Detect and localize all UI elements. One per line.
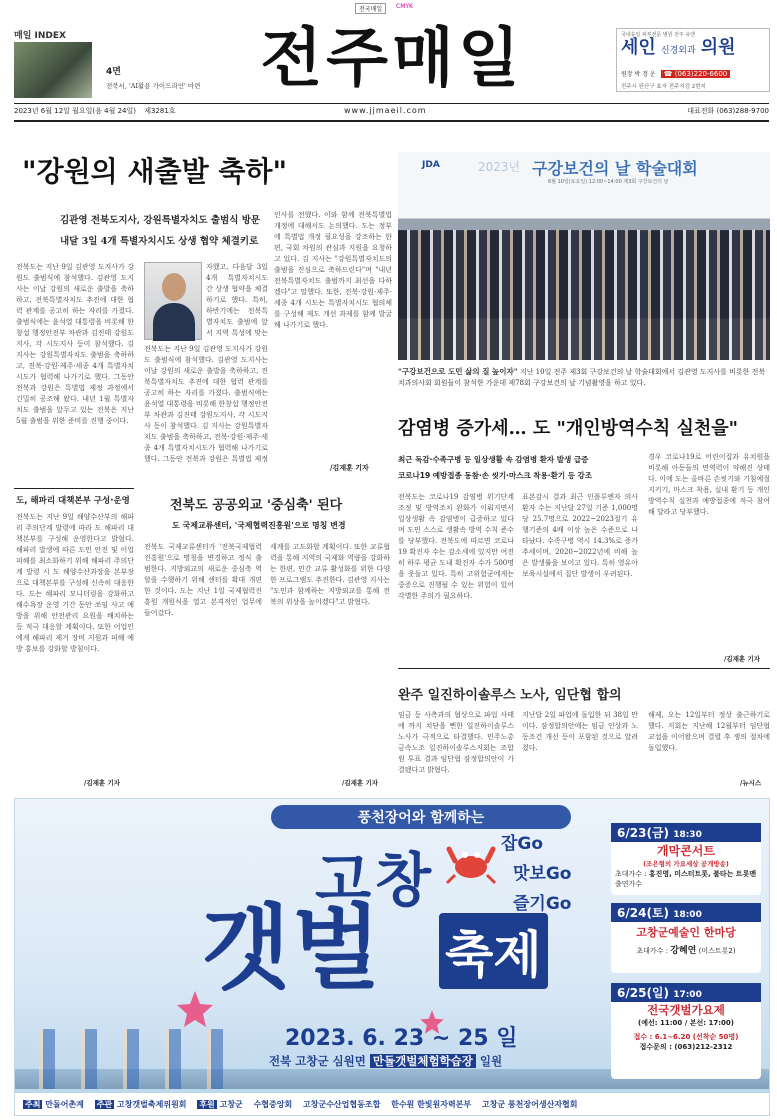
lead-col-1: 전북도는 지난 9일 김관영 도지사가 강원도 출범식에 참석했다. 김관영 도지사는 이날 강원의 새로운 출발을 축하하고, 전북특별자치도 추진에 대한 협력 관계를 공고히 하는 자리를 가졌다. 출범식에는 윤석열 대통령을 비롯해 한창섭 행정안전부 차관과 김진태 강원도지사, 각 시도지사 등이 참석했다. 김 지사는 강원특별자치도 출범을 축하하고, 전북·강원·제주·세종 4개 특별자치시도가 협력해 나가기로 했다. 그동안 전북과 강원은 특별법 제정 과정에서 긴밀히 공조해 왔다. 내년 1월 특별자치도 출범을 앞두고 있는 전북은 지난 5월 출범을 위한 준비를 진행 중이다. [16, 263, 134, 425]
top-strip [0, 0, 777, 16]
ad-title-3: 축제 [439, 913, 548, 989]
event-2-title: 고창군예술인 한마당 [636, 926, 736, 939]
health-byline: /김재훈 기자 [724, 655, 761, 663]
photo-crowd [398, 230, 770, 360]
ad-place [269, 1053, 502, 1069]
photo-caption-text: 지난 10일 전주 제3회 구강보건의 날 학술대회에서 김관영 도지사를 비롯한 전북치과의사회 회원들이 참석한 가운데 제78회 구강보건의 날 기념촬영을 하고 있다. [398, 368, 766, 387]
event-photo [398, 152, 770, 360]
event-3-contact: 접수문의 : (063)212-2312 [639, 1043, 733, 1051]
index-box [14, 28, 224, 100]
health-subhead-1: 최근 독감·수족구병 등 일상생활 속 감염병 환자 발생 급증 [398, 455, 589, 464]
event-1-dow: 금 [651, 826, 664, 840]
photo-logo: JDA [422, 160, 440, 170]
site-url[interactable]: www.jjmaeil.com [344, 106, 427, 115]
masthead-title: 전주매일 [260, 22, 524, 96]
top-ad-line1: 국내유일 피부전문 병원 전주 유앤 [621, 32, 695, 38]
ad-people-scene [25, 1029, 245, 1089]
ad-go-2: 맛보Go [513, 864, 572, 884]
sponsor-bar [15, 1093, 770, 1116]
labor-col-1: 임금 등 사측과의 협상으로 파업 사태에 까지 치닫을 뻔한 일진하이솔루스 노사가 극적으로 타결했다. 민주노총 금속노조 일진하이솔루스지회는 조합원 투표 결과 임단협 잠정합의안이 가결됐다고 밝혔다. [398, 711, 514, 774]
ad-title-1: 고창 [315, 846, 436, 914]
event-1-guest-label: 초대가수 : [615, 870, 647, 878]
phone: 대표전화 (063)288-9700 [687, 107, 769, 115]
photo-banner-year: 2023년 [478, 160, 521, 174]
sponsor-4: 후원 [199, 1100, 215, 1109]
jellyfish-byline: /김재훈 기자 [84, 779, 121, 787]
ad-go-1: 잡Go [501, 834, 544, 854]
diplomacy-col-2: 세계를 고도화할 계획이다. 또한 교류협력을 통해 지역의 국제화 역량을 강화하는 한편, 민간 교류 활성화를 위한 다양한 프로그램도 추진한다. 김관영 지사는 "도민과 함께하는 지방외교를 통해 전북의 위상을 높이겠다"고 밝혔다. [270, 543, 390, 606]
ad-date-text: 2023. 6. 23 ~ 25 일 [285, 1026, 518, 1051]
event-3-dow: 일 [651, 986, 664, 1000]
top-ad-director: 원장 박 정 운 [621, 71, 656, 78]
sponsor-9: 한빛원자력본부 [417, 1100, 472, 1109]
sponsor-7: 고창군수산업협동조합 [303, 1100, 381, 1109]
lead-subhead-1: 김관영 전북도지사, 강원특별자치도 출범식 방문 [60, 215, 261, 226]
event-3: 6/25(일) 17:00 전국갯벌가요제 (예선: 11:00 / 본선: 17:00) 접수 : 6.1~6.20 (선착순 50명) 접수문의 : (063)212-2312 [611, 983, 761, 1079]
event-1: 6/23(금) 18:30 개막콘서트 (조은형의 가요세상 공개방송) 초대가수 : 홍진영, 미스터트롯, 붐타는 트롯맨 출연가수 [611, 823, 761, 895]
top-ad-name2: 의원 [700, 37, 736, 58]
event-1-guest-tail: 출연가수 [615, 880, 643, 888]
health-col-3: 경우 코로나19로 어린이집과 유치원을 비롯해 아동들의 면역력이 약해진 상태다. 이에 도는 올바른 손씻기와 기침예절 지키기, 마스크 착용, 실내 환기 등 개인방역수칙 실천과 예방접종에 적극 참여해 달라고 당부했다. [648, 453, 770, 516]
top-ad-sub: 신경외과 [660, 46, 696, 56]
lead-col-2-bottom: 전북도는 지난 9일 김관영 도지사가 강원도 출범식에 참석했다. 김관영 도지사는 이날 강원의 새로운 출발을 축하하고, 전북특별자치도 추진에 대한 협력 관계를 공고히 하는 자리를 가졌다. 출범식에는 윤석열 대통령을 비롯해 한창섭 행정안전부 차관과 김진태 강원도지사, 각 시도지사 등이 참석했다. 김 지사는 강원특별자치도 출범을 축하하고, 전북·강원·제주·세종 4개 특별자치시도가 협력해 나가기로 했다. 그동안 전북과 강원은 특별법 제정 [144, 345, 268, 463]
photo-banner-title: 구강보건의 날 학술대회 [532, 159, 698, 178]
lead-byline: /김재훈 기자 [330, 463, 369, 472]
ad-place-tail: 일원 [479, 1054, 503, 1068]
sponsor-2: 주관 [96, 1100, 113, 1109]
lead-subhead-2: 내달 3일 4개 특별자치시도 상생 협약 체결키로 [60, 236, 259, 247]
labor-byline: /뉴시스 [740, 779, 762, 787]
ad-date [285, 1021, 517, 1052]
dateline [14, 106, 769, 118]
photo-banner-sub: 6월 10일(토요일) 12:00~14:00 제3회 구강보건의 날 [548, 179, 669, 185]
sponsor-3: 고창갯벌축제위원회 [116, 1100, 187, 1109]
cmyk-mark: CMYK [396, 3, 413, 10]
index-page: 4면 [106, 67, 121, 77]
crab-icon [443, 839, 499, 887]
health-headline: 감염병 증가세… 도 "개인방역수칙 실천을" [398, 418, 739, 439]
section-tag: 전국매일 [355, 3, 386, 14]
photo-caption [398, 366, 770, 389]
labor-headline: 완주 일진하이솔루스 노사, 임단협 합의 [398, 688, 622, 703]
event-1-sub: (조은형의 가요세상 공개방송) [643, 860, 729, 868]
event-1-time: 18:30 [673, 830, 702, 840]
photo-caption-lead: "구강보건으로 도민 삶의 질 높이자" [398, 367, 518, 376]
sponsor-5: 고창군 [219, 1100, 243, 1109]
diplomacy-subhead: 도 국제교류센터, '국제협력진흥원'으로 명칭 변경 [172, 521, 346, 530]
sponsor-10: 고창군 풍천장어생산자협회 [481, 1100, 578, 1109]
ad-place-highlight: 만돌갯벌체험학습장 [370, 1054, 476, 1068]
top-ad [616, 28, 770, 92]
labor-col-2: 지난달 2일 파업에 돌입한 뒤 38일 만이다. 잠정합의안에는 임금 인상과 노동조건 개선 등이 포함된 것으로 알려졌다. [522, 711, 638, 752]
starfish-icon [175, 989, 215, 1029]
event-3-reg: 접수 : 6.1~6.20 (선착순 50명) [633, 1033, 739, 1041]
diplomacy-byline: /김재훈 기자 [342, 779, 379, 787]
lead-portrait [144, 262, 202, 340]
labor-col-3: 해제, 오는 12일부터 정상 출근하기로 했다. 지회는 지난해 12월부터 임단협 교섭을 이어왔으며 결렬 후 쟁의 절차에 돌입했다. [648, 711, 770, 752]
event-2-time: 18:00 [673, 910, 702, 920]
sponsor-1: 만돌어촌계 [45, 1100, 84, 1109]
index-thumbnail [14, 42, 92, 98]
event-1-guest: 홍진영, 미스터트롯, 붐타는 트롯맨 [648, 870, 757, 878]
event-2-guest-tail: (미스트롯2) [698, 947, 736, 955]
event-1-title: 개막콘서트 [657, 844, 715, 858]
event-1-date: 6/23 [617, 826, 647, 840]
jellyfish-headline: 도, 해파리 대책본부 구성·운영 [16, 496, 130, 506]
health-col-1: 전북도는 코로나19 감염병 위기단계 조정 및 방역조치 완화가 이뤄지면서 일상생활 속 감염병이 급증하고 있다며 도민 스스로 생활속 방역 수칙 준수를 당부했다. 전북도에 따르면 코로나19 확진자 수는 감소세에 있지만 여전히 하루 평균 도내 확진자 수가 500명을 웃돌고 있다. 특히 고위험군에게는 중증으로 진행될 수 있는 위험이 있어 각별한 주의가 필요하다. [398, 493, 514, 600]
ad-go-3: 즐기Go [513, 894, 572, 914]
ad-tagline: 풍천장어와 함께하는 [271, 805, 571, 829]
sponsor-6: 수협중앙회 [253, 1100, 293, 1109]
event-3-time: 17:00 [673, 990, 702, 1000]
lead-headline: "강원의 새출발 축하" [22, 155, 288, 188]
health-col-2: 표본감시 결과 최근 인플루엔자 의사 환자 수는 지난달 27일 기준 1,000명당 25.7명으로 2022~2023절기 유행기준의 4배 이상 높은 수준으로 나타났다. 수족구병 역시 14.3%로 증가 추세이며, 2020~2022년에 비해 높은 발생률을 보이고 있다. 특히 영유아 보육시설에서 집단 발생이 우려된다. [522, 493, 638, 578]
festival-ad[interactable] [14, 798, 770, 1116]
ad-title-2: 갯벌 [201, 895, 383, 1002]
top-ad-name: 세인 [621, 37, 656, 58]
diplomacy-headline: 전북도 공공외교 '중심축' 된다 [170, 498, 343, 513]
sponsor-0: 주최 [25, 1100, 41, 1109]
event-3-title: 전국갯벌가요제 [647, 1003, 725, 1017]
ad-place-1: 전북 고창군 심원면 [269, 1054, 366, 1068]
event-2-dow: 토 [651, 906, 664, 920]
index-desc: 전북서, 'AI활용 가이드라인' 마련 [106, 82, 201, 90]
health-subhead-2: 코로나19 예방접종 동참·손 씻기·마스크 착용·환기 등 강조 [398, 471, 593, 480]
lead-col-3: 인사를 전했다. 이와 함께 전북특별법 개정에 대해서도 논의했다. 도는 정부에 특별법 개정 필요성을 강조하는 한편, 국회 차원의 관심과 지원을 요청하고 있다. 김 지사는 "강원특별자치도의 출범을 진심으로 축하드린다"며 "내년 전북특별자치도 출범까지 최선을 다하겠다"고 말했다. 또한, 전북·강원·제주·세종 4개 시도는 특별자치시도 협의체를 구성해 제도 개선 과제를 함께 발굴해 나가기로 했다. [274, 211, 392, 329]
issue-number: 제3281호 [144, 107, 176, 115]
jellyfish-text: 전북도는 지난 9일 해양수산부의 해파리 주의단계 발령에 따라 도 해파리 대책본부를 구성해 운영한다고 밝혔다. 해파리 발생에 따른 도민 안전 및 어업 피해를 최소화하기 위해 해파리 주의단계 발령 시 도 해양수산과장을 본부장으로 대책본부를 구성해 신속히 대응한다. 도는 해파리 모니터링을 강화하고 해수욕장 운영 기간 동안 쏘임 사고 예방을 위해 안전관리 요원을 배치하는 등 적극 대응할 계획이다. 또한 어업인에게 해파리 제거 장비 지원과 피해 예방 홍보를 강화할 방침이다. [16, 513, 134, 653]
top-ad-tel: ☎ (063)220-6600 [661, 70, 730, 78]
event-3-sub: (예선: 11:00 / 본선: 17:00) [638, 1019, 734, 1027]
lead-col-2-top: 자했고, 다음달 3일 4개 특별자치시도 간 상생 협약을 체결하기로 했다. 특히, 하반기에는 전북특별자치도 출범에 앞서 지역 특성에 맞는 [206, 263, 268, 337]
index-label: 매일 INDEX [14, 31, 66, 41]
sponsor-8: 한수원 [391, 1100, 415, 1109]
event-3-date: 6/25 [617, 986, 647, 1000]
event-2: 6/24(토) 18:00 고창군예술인 한마당 초대가수 : 강혜연 (미스트롯2) [611, 903, 761, 973]
event-2-guest-label: 초대가수 : [636, 947, 669, 955]
issue-date: 2023년 6월 12일 월요일(음 4월 24일) [14, 107, 136, 115]
event-2-date: 6/24 [617, 906, 647, 920]
top-ad-addr: 전주시 완산구 효자 전주지검 2번지 [621, 84, 706, 90]
diplomacy-col-1: 전북도 국제교류센터가 '전북국제협력진흥원'으로 명칭을 변경하고 정식 출범한다. 지방외교의 새로운 중심축 역할을 수행하기 위해 센터를 확대 개편한 것이다. 도는 지난 1일 국제협력진흥원 개원식을 열고 본격적인 업무에 들어갔다. [144, 543, 262, 617]
event-2-guest: 강혜연 [670, 946, 697, 956]
